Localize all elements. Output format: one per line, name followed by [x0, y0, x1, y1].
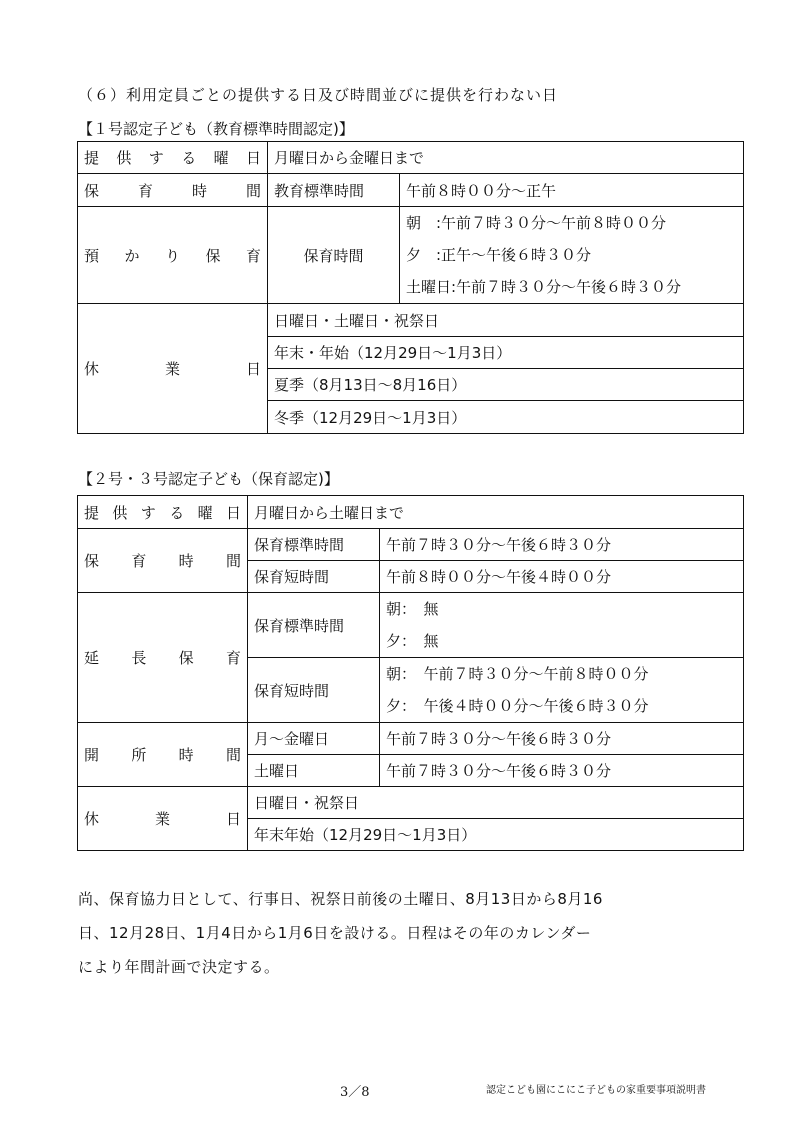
provide-days-value: 月曜日から金曜日まで	[268, 142, 744, 174]
note-line: 尚、保育協力日として、行事日、祝祭日前後の土曜日、8月13日から8月16	[78, 890, 603, 908]
provide-days-label: 提供する曜日	[78, 142, 268, 174]
azukari-morning: 朝 :午前７時３０分～午前８時００分	[406, 214, 667, 232]
section1-table	[77, 141, 744, 434]
encho-value	[380, 658, 744, 723]
hoiku-sub: 保育短時間	[248, 561, 380, 593]
holiday-value: 日曜日・土曜日・祝祭日	[268, 304, 744, 337]
azukari-label: 預かり保育	[78, 207, 268, 304]
hoiku-label: 保育時間	[78, 529, 248, 593]
holiday-value: 年末年始（12月29日～1月3日）	[248, 819, 744, 851]
hoiku-value: 午前８時００分～正午	[400, 174, 744, 207]
hoiku-sub: 教育標準時間	[268, 174, 400, 207]
encho-label: 延長保育	[78, 593, 248, 723]
encho-sub: 保育標準時間	[248, 593, 380, 658]
holiday-value: 冬季（12月29日～1月3日）	[268, 401, 744, 434]
footer-text: 認定こども園にこにこ子どもの家重要事項説明書	[486, 1085, 706, 1096]
section1-title: 【１号認定子ども（教育標準時間認定)】	[78, 120, 354, 138]
section-heading: （６）利用定員ごとの提供する日及び時間並びに提供を行わない日	[78, 86, 559, 104]
kaisho-label: 開所時間	[78, 723, 248, 787]
note-line: 日、12月28日、1月4日から1月6日を設ける。日程はその年のカレンダー	[78, 924, 592, 942]
encho-evening: 夕： 無	[386, 632, 439, 650]
hoiku-sub: 保育標準時間	[248, 529, 380, 561]
encho-evening: 夕： 午後４時００分～午後６時３０分	[386, 697, 649, 715]
holiday-value: 夏季（8月13日～8月16日）	[268, 369, 744, 401]
hoiku-label: 保育時間	[78, 174, 268, 207]
kaisho-value: 午前７時３０分～午後６時３０分	[380, 723, 744, 755]
azukari-sub: 保育時間	[268, 207, 400, 304]
holiday-value: 日曜日・祝祭日	[248, 787, 744, 819]
azukari-evening: 夕 :正午～午後６時３０分	[406, 246, 592, 264]
holiday-label: 休業日	[78, 304, 268, 434]
encho-morning: 朝： 無	[386, 600, 439, 618]
provide-days-value: 月曜日から土曜日まで	[248, 496, 744, 529]
hoiku-value: 午前７時３０分～午後６時３０分	[380, 529, 744, 561]
encho-morning: 朝： 午前７時３０分～午前８時００分	[386, 665, 649, 683]
section2-title: 【２号・３号認定子ども（保育認定)】	[78, 470, 339, 488]
note-line: により年間計画で決定する。	[78, 958, 280, 976]
provide-days-label: 提供する曜日	[78, 496, 248, 529]
holiday-value: 年末・年始（12月29日～1月3日）	[268, 337, 744, 369]
note-paragraph	[78, 882, 728, 984]
encho-sub: 保育短時間	[248, 658, 380, 723]
kaisho-value: 午前７時３０分～午後６時３０分	[380, 755, 744, 787]
kaisho-sub: 月～金曜日	[248, 723, 380, 755]
hoiku-value: 午前８時００分～午後４時００分	[380, 561, 744, 593]
azukari-saturday: 土曜日:午前７時３０分～午後６時３０分	[406, 278, 682, 296]
encho-value	[380, 593, 744, 658]
page-number: 3／8	[340, 1085, 370, 1100]
section2-table	[77, 495, 744, 851]
holiday-label: 休業日	[78, 787, 248, 851]
azukari-values	[400, 207, 744, 304]
kaisho-sub: 土曜日	[248, 755, 380, 787]
